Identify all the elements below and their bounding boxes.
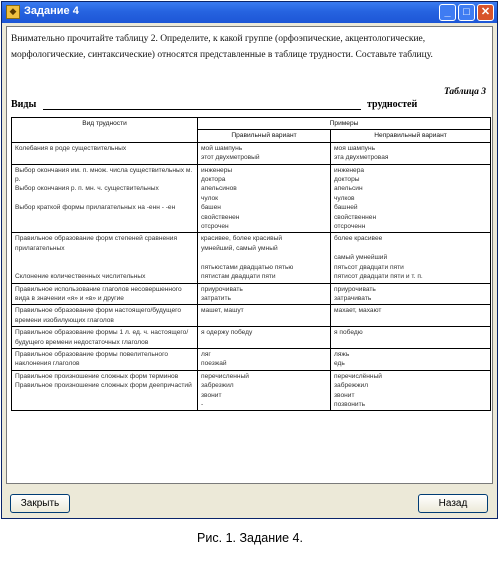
cell-line: пятьюстами двадцатью пятью (201, 263, 294, 271)
header-type: Вид трудности (12, 118, 198, 143)
cell-type (12, 233, 198, 283)
cell-wrong (331, 348, 491, 370)
cell-wrong (331, 283, 491, 305)
answer-underline[interactable] (43, 109, 361, 110)
cell-line: звонит (201, 391, 222, 399)
cell-type (12, 370, 198, 411)
cell-line: Правильное образование форм степеней сравнения прилагательных (15, 235, 178, 252)
cell-type (12, 305, 198, 327)
cell-line: инженеры (201, 166, 233, 174)
cell-line (15, 253, 194, 262)
close-button[interactable]: ✕ (477, 4, 494, 21)
cell-line: чулков (334, 194, 355, 202)
title-bar[interactable] (2, 2, 497, 23)
cell-correct (198, 164, 331, 233)
close-task-button[interactable]: Закрыть (10, 494, 70, 513)
cell-line: я победю (334, 329, 363, 337)
cell-line: Склонение количественных числительных (15, 273, 146, 281)
cell-line (201, 253, 327, 262)
cell-line: умнейший, самый умный (201, 244, 278, 252)
table-row (12, 348, 491, 370)
cell-line: башен (201, 204, 221, 212)
cell-line: ляг (201, 350, 211, 358)
minimize-button[interactable]: _ (439, 4, 456, 21)
cell-line: приурочивать (334, 285, 376, 293)
cell-line: - (201, 400, 204, 408)
cell-line: позвонить (334, 400, 366, 408)
header-examples: Примеры (198, 118, 491, 130)
table-row (12, 327, 491, 349)
cell-line: инженера (334, 166, 365, 174)
cell-line: апельсин (334, 185, 363, 193)
instruction-text: Внимательно прочитайте таблицу 2. Определите, к какой группе (орфоэпические, акцентологические, морфологические, синтаксические) относятся представленные в таблице трудности. Составьте таблицу. (11, 34, 433, 60)
header-wrong: Неправильный вариант (331, 130, 491, 142)
figure-caption: Рис. 1. Задание 4. (197, 531, 303, 545)
app-icon: ◆ (6, 5, 20, 19)
button-bar (2, 488, 497, 518)
cell-line: поезжай (201, 360, 227, 368)
cell-line: я одержу победу (201, 329, 253, 337)
cell-line: Правильное образование форм настоящего/будущего времени изобилующих глаголов (15, 307, 182, 324)
cell-line: пятьсот двадцати пяти (334, 263, 404, 271)
cell-line: забрезжил (201, 382, 234, 390)
cell-line: затратить (201, 294, 231, 302)
back-button[interactable]: Назад (418, 494, 488, 513)
cell-line: ляжь (334, 350, 350, 358)
cell-line: Выбор окончания им. п. множ. числа существительных м. р. (15, 166, 193, 184)
cell-line: Выбор краткой формы прилагательных на -енн - -ен (15, 204, 176, 212)
cell-correct (198, 142, 331, 164)
table-row (12, 164, 491, 233)
cell-line: Правильное образование формы 1 л. ед. ч. настоящего/будущего времени недостаточных глаголов (15, 329, 189, 346)
cell-type (12, 327, 198, 349)
cell-line: доктора (201, 176, 226, 184)
cell-line: отсрочен (201, 223, 229, 231)
cell-correct (198, 233, 331, 283)
table-row (12, 370, 491, 411)
cell-correct (198, 305, 331, 327)
cell-line: Правильное образование формы повелительного наклонения глаголов (15, 350, 169, 368)
header-correct: Правильный вариант (198, 130, 331, 142)
cell-line (334, 244, 487, 253)
cell-line: Колебания в роде существительных (15, 144, 127, 152)
table-caption: Таблица 3 (443, 87, 486, 97)
maximize-button[interactable]: □ (458, 4, 475, 21)
cell-line: отсроченн (334, 223, 366, 231)
cell-correct (198, 283, 331, 305)
window-title: Задание 4 (24, 5, 79, 17)
difficulties-table (11, 117, 491, 411)
cell-line: более красивее (334, 235, 383, 243)
cell-line: машет, машут (201, 307, 244, 315)
cell-line: этот двухметровый (201, 154, 260, 162)
cell-line: эта двухметровая (334, 154, 389, 162)
cell-correct (198, 327, 331, 349)
cell-line: пятистам двадцати пяти (201, 273, 276, 281)
cell-line: докторы (334, 176, 360, 184)
cell-wrong (331, 142, 491, 164)
cell-line: самый умнейший (334, 254, 388, 262)
cell-line: приурочивать (201, 285, 243, 293)
cell-type (12, 283, 198, 305)
cell-line: мой шампунь (201, 144, 243, 152)
cell-correct (198, 370, 331, 411)
table-row (12, 305, 491, 327)
cell-line: чулок (201, 194, 219, 202)
cell-wrong (331, 233, 491, 283)
cell-type (12, 348, 198, 370)
cell-line: свойственен (201, 213, 240, 221)
cell-line: апельсинов (201, 185, 237, 193)
cell-wrong (331, 370, 491, 411)
cell-correct (198, 348, 331, 370)
table-title-left: Виды (11, 99, 37, 110)
cell-line: перечисленный (201, 372, 249, 380)
table-title (11, 99, 489, 113)
cell-line: Правильное использование глаголов несовершенного вида в значении «я» и «в» и другие (15, 285, 182, 302)
cell-wrong (331, 305, 491, 327)
cell-line: красивее, более красивый (201, 235, 283, 243)
cell-line (15, 263, 194, 272)
cell-line: Правильное произношение сложных форм деепричастий (15, 382, 192, 390)
cell-line: башней (334, 204, 358, 212)
cell-line: Выбор окончания р. п. мн. ч. существительных (15, 185, 159, 193)
cell-wrong (331, 164, 491, 233)
cell-line: махает, махают (334, 307, 382, 315)
dialog-window (1, 1, 498, 519)
table-row (12, 142, 491, 164)
cell-line: забрежжил (334, 382, 369, 390)
table-title-right: трудностей (367, 99, 418, 110)
cell-line: звонит (334, 391, 355, 399)
cell-line: едь (334, 360, 345, 368)
cell-line: моя шампунь (334, 144, 376, 152)
cell-line: перечислённый (334, 372, 382, 380)
cell-line: свойственнен (334, 213, 377, 221)
cell-type (12, 142, 198, 164)
cell-line: Правильное произношение сложных форм терминов (15, 372, 179, 380)
cell-line: затрачивать (334, 294, 372, 302)
table-row (12, 233, 491, 283)
table-row (12, 283, 491, 305)
cell-line: пятисот двадцати пяти и т. п. (334, 273, 423, 281)
cell-wrong (331, 327, 491, 349)
task-content (6, 26, 493, 484)
cell-type (12, 164, 198, 233)
cell-line (15, 194, 194, 203)
